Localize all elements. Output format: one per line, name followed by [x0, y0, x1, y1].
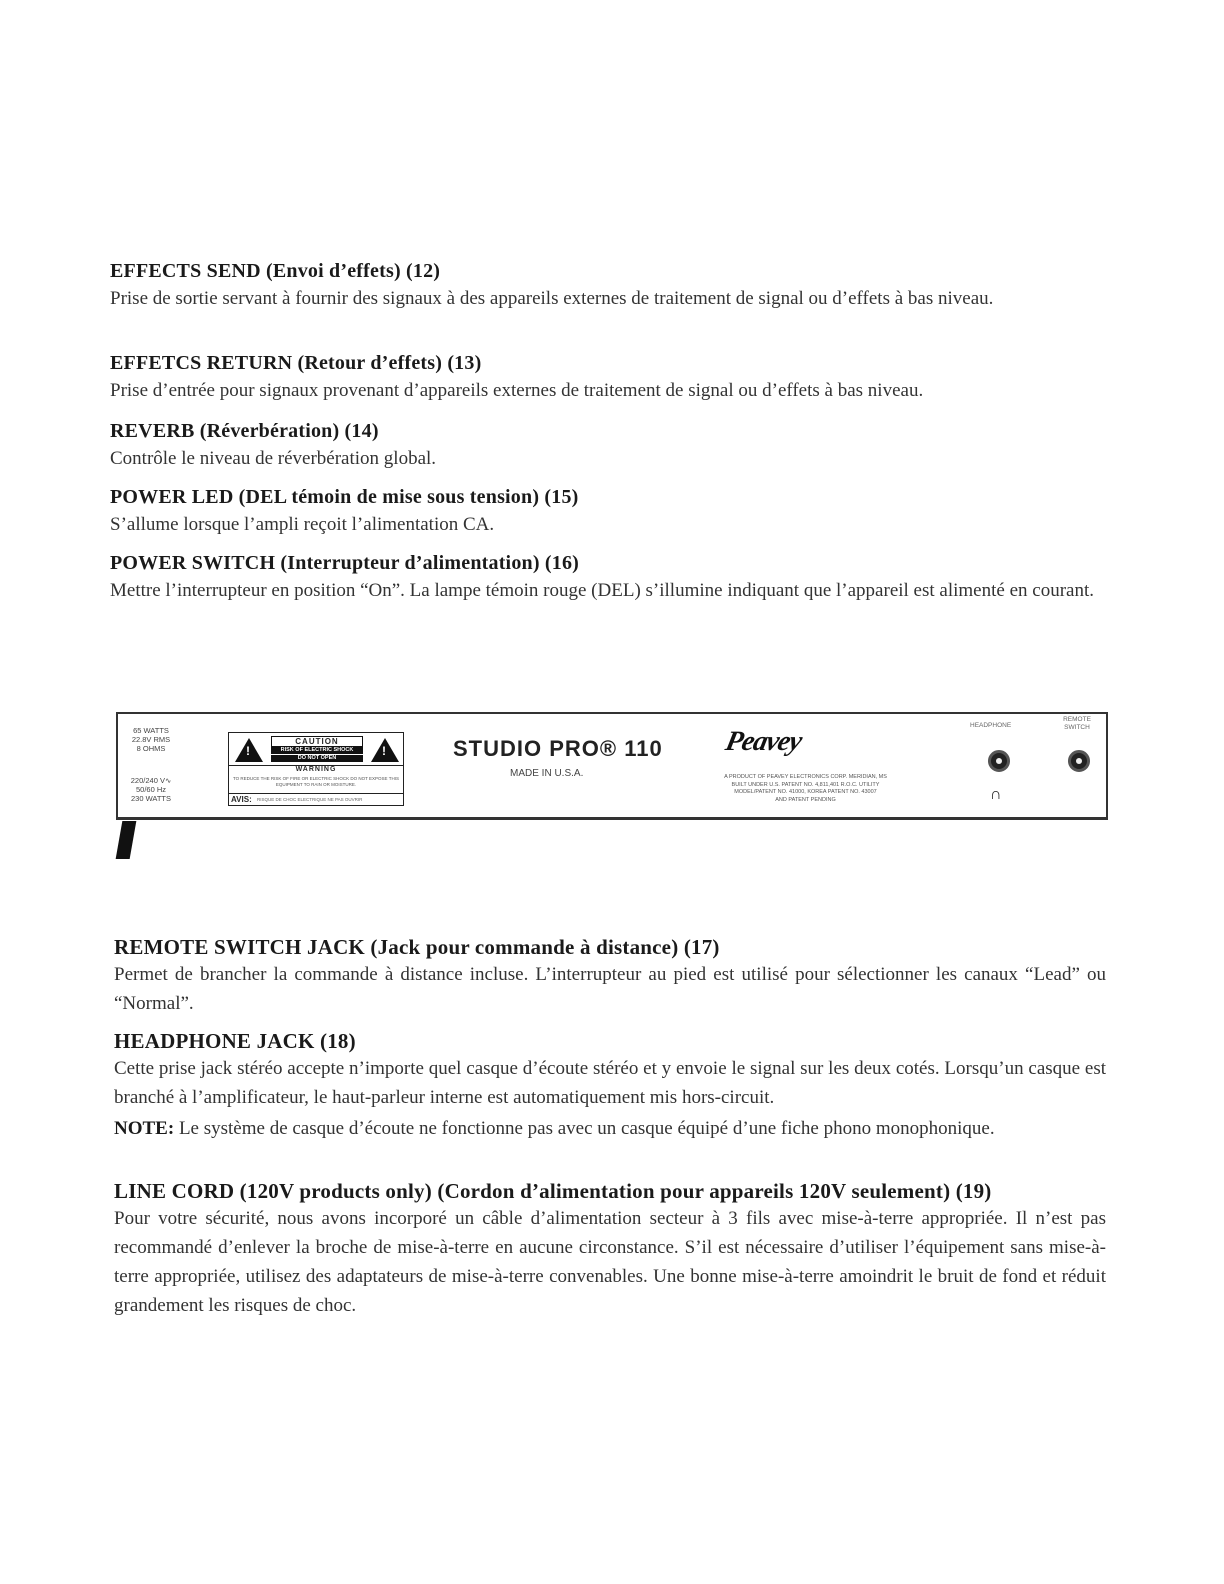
section-heading: POWER LED (DEL témoin de mise sous tension) (15): [110, 486, 579, 508]
avis-label: AVIS:: [231, 795, 252, 804]
headphone-jack-label: HEADPHONE: [970, 722, 1012, 729]
power-specs: [128, 776, 174, 803]
headphone-jack-icon: [988, 750, 1010, 772]
warning-text: TO REDUCE THE RISK OF FIRE OR ELECTRIC SHOCK DO NOT EXPOSE THIS EQUIPMENT TO RAIN OR MOISTURE.: [233, 776, 399, 787]
made-in-label: MADE IN U.S.A.: [510, 768, 584, 779]
note-text: Le système de casque d’écoute ne fonctionne pas avec un casque équipé d’une fiche phono monophonique.: [178, 1118, 995, 1139]
manufacturer-line: A PRODUCT OF PEAVEY ELECTRONICS CORP. MERIDIAN, MS: [724, 774, 887, 780]
section-heading: POWER SWITCH (Interrupteur d’alimentation) (16): [110, 552, 580, 574]
caution-box: [271, 736, 363, 762]
spec-line: 22.8V RMS: [131, 735, 171, 744]
section-reverb: [110, 418, 1100, 474]
section-heading: HEADPHONE JACK (18): [114, 1029, 356, 1053]
avis-text: RISQUE DE CHOC ELECTRIQUE NE PAS OUVRIR: [257, 797, 363, 802]
line-cord-icon: [116, 821, 137, 859]
manufacturer-line: AND PATENT PENDING: [775, 796, 836, 803]
section-heading: LINE CORD (120V products only) (Cordon d’alimentation pour appareils 120V seulement) (19): [114, 1179, 992, 1203]
section-body: Mettre l’interrupteur en position “On”. La lampe témoin rouge (DEL) s’illumine indiquant que l’appareil est alimenté en courant.: [110, 580, 1094, 601]
model-name: STUDIO PRO® 110: [453, 736, 663, 761]
section-heading: EFFETCS RETURN (Retour d’effets) (13): [110, 352, 482, 374]
spec-line: 220/240 V∿: [130, 776, 172, 785]
caution-risk: RISK OF ELECTRIC SHOCK: [271, 747, 363, 754]
rear-panel-diagram: [116, 712, 1108, 820]
caution-open: DO NOT OPEN: [271, 754, 363, 762]
warning-title: WARNING: [295, 766, 337, 773]
section-body: Prise de sortie servant à fournir des signaux à des appareils externes de traitement de signal ou d’effets à bas niveau.: [110, 288, 994, 309]
section-body: Contrôle le niveau de réverbération global.: [110, 448, 437, 469]
manufacturer-info: [693, 774, 918, 804]
note-paragraph: [114, 1114, 1106, 1143]
section-heading: REVERB (Réverbération) (14): [110, 420, 379, 442]
remote-switch-jack-icon: [1068, 750, 1090, 772]
section-body: Pour votre sécurité, nous avons incorporé un câble d’alimentation secteur à 3 fils avec mise-à-terre appropriée. Il n’est pas recommandé d’enlever la broche de mise-à-terre en aucune circonstance. S’il est nécessaire d’utiliser l’équipement sans mise-à-terre appropriée, utilisez des adaptateurs de mise-à-terre convenables. Une bonne mise-à-terre amoindrit le bruit de fond et réduit grandement les risques de choc.: [114, 1208, 1106, 1316]
caution-warning-label: [228, 732, 404, 806]
section-power-led: [110, 484, 1100, 540]
section-power-switch: [110, 550, 1100, 606]
brand-logo: Peavey: [722, 726, 805, 757]
manufacturer-line: BUILT UNDER U.S. PATENT NO. 4,811,401 R.O.C. UTILITY: [731, 781, 880, 788]
caution-title: CAUTION: [271, 736, 363, 747]
section-heading: EFFECTS SEND (Envoi d’effets) (12): [110, 260, 441, 282]
section-body: Cette prise jack stéréo accepte n’importe quel casque d’écoute stéréo et y envoie le signal sur les deux cotés. Lorsqu’un casque est branché à l’amplificateur, le haut-parleur interne est automatiquement mis hors-circuit.: [114, 1058, 1106, 1108]
section-body: Permet de brancher la commande à distance incluse. L’interrupteur au pied est utilisé pour sélectionner les canaux “Lead” ou “Normal”.: [114, 964, 1106, 1014]
output-specs: [128, 726, 174, 753]
spec-line: 8 OHMS: [136, 744, 166, 753]
section-heading: REMOTE SWITCH JACK (Jack pour commande à distance) (17): [114, 935, 720, 959]
section-headphone-jack: [114, 1028, 1106, 1143]
remote-switch-label: REMOTE SWITCH: [1063, 716, 1091, 731]
section-effects-send: [110, 258, 1100, 314]
divider: [229, 793, 403, 794]
spec-line: 50/60 Hz: [135, 785, 167, 794]
warning-triangle-icon: !: [235, 738, 263, 762]
warning-triangle-icon: !: [371, 738, 399, 762]
note-label: NOTE:: [114, 1118, 175, 1139]
section-remote-switch-jack: [114, 934, 1106, 1018]
spec-line: 230 WATTS: [130, 794, 171, 803]
section-body: Prise d’entrée pour signaux provenant d’appareils externes de traitement de signal ou d’effets à bas niveau.: [110, 380, 924, 401]
section-effects-return: [110, 350, 1100, 406]
manufacturer-line: MODEL/PATENT NO. 41000, KOREA PATENT NO. 43007: [734, 789, 877, 795]
section-line-cord: [114, 1178, 1106, 1320]
section-body: S’allume lorsque l’ampli reçoit l’alimentation CA.: [110, 514, 495, 535]
headphone-icon: ∩: [990, 786, 1002, 803]
spec-line: 65 WATTS: [133, 726, 169, 735]
